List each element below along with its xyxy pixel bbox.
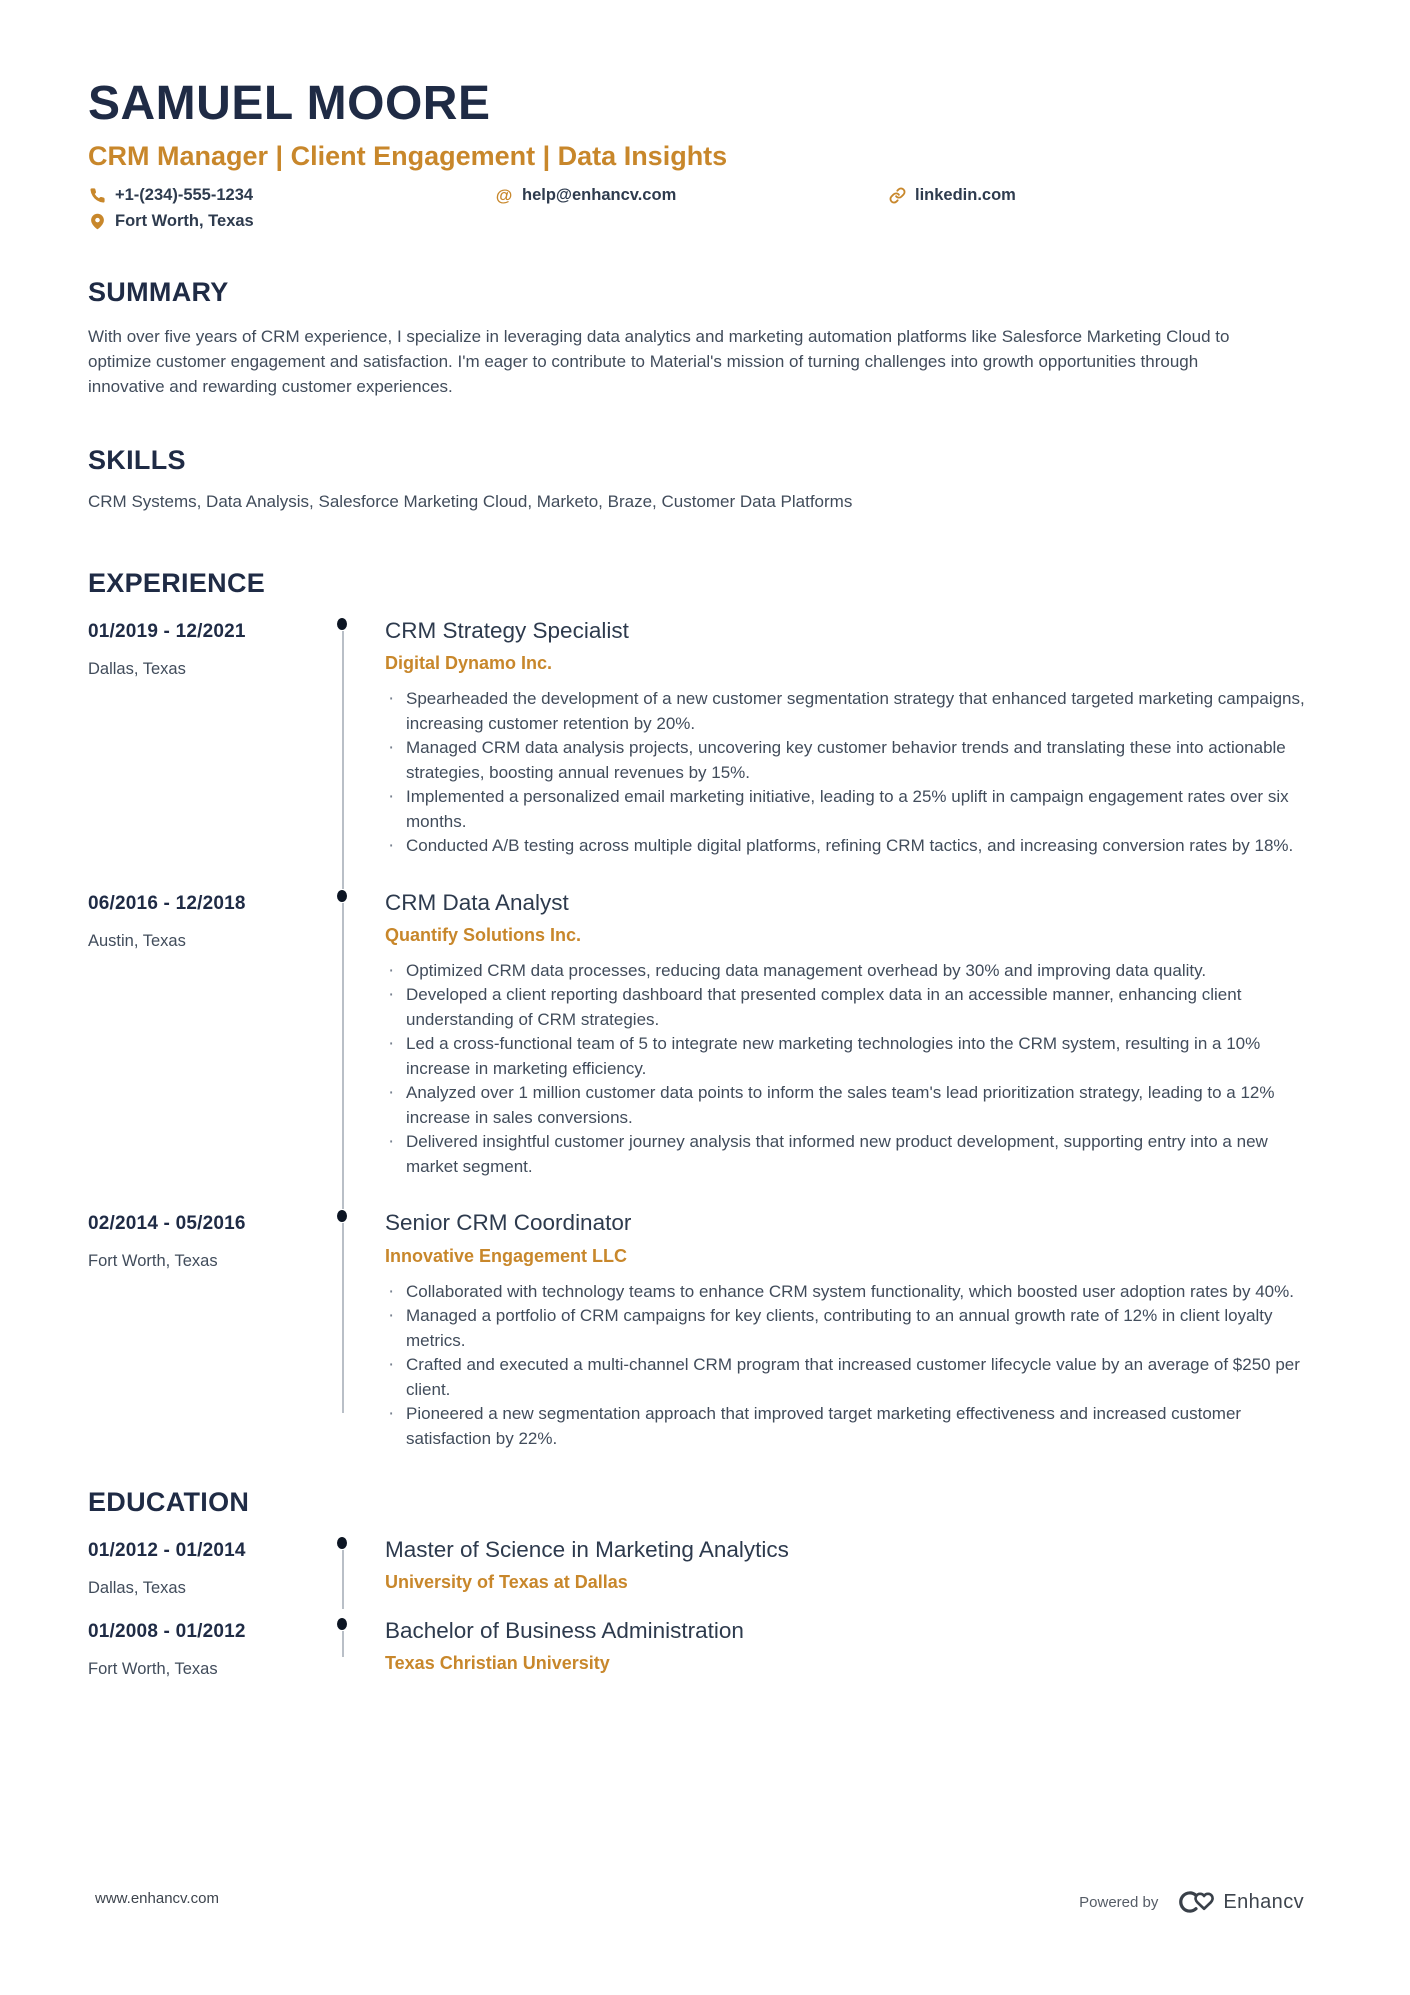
enhancv-logo-text: Enhancv: [1223, 1890, 1304, 1913]
entry-dates: 02/2014 - 05/2016: [88, 1213, 246, 1235]
email-text: help@enhancv.com: [522, 186, 677, 205]
timeline-dot: [337, 1537, 347, 1549]
phone-link[interactable]: [88, 186, 495, 205]
experience-entry: [88, 1209, 1328, 1451]
job-bullets: [385, 687, 1328, 859]
entry-location: Dallas, Texas: [88, 1579, 186, 1598]
resume-header: [88, 78, 1328, 231]
timeline-line: [342, 903, 344, 1210]
powered-by-label: Powered by: [1079, 1893, 1159, 1911]
timeline-line: [342, 1223, 344, 1413]
timeline-dot: [337, 890, 347, 902]
phone-icon: [88, 187, 106, 205]
timeline-line: [342, 1631, 344, 1657]
entry-meta: [88, 893, 328, 951]
bullet-item: · Analyzed over 1 million customer data points to inform the sales team's lead prioritization strategy, leading to a 12% increase in sales conversions.: [385, 1081, 1320, 1130]
entry-dates: 01/2019 - 12/2021: [88, 621, 246, 643]
person-name: SAMUEL MOORE: [88, 77, 491, 130]
bullet-item: · Crafted and executed a multi-channel CRM program that increased customer lifecycle value by an average of $250 per client.: [385, 1353, 1320, 1402]
link-icon: [888, 187, 906, 205]
summary-heading: SUMMARY: [88, 277, 229, 308]
entry-meta: [88, 621, 328, 679]
entry-meta: [88, 1213, 328, 1271]
education-entries: [88, 1536, 1328, 1679]
entry-location: Dallas, Texas: [88, 660, 186, 679]
entry-location: Fort Worth, Texas: [88, 1252, 218, 1271]
degree-title: Bachelor of Business Administration: [385, 1618, 744, 1644]
experience-heading: EXPERIENCE: [88, 568, 266, 599]
phone-text: +1-(234)-555-1234: [115, 186, 254, 205]
entry-location: Austin, Texas: [88, 931, 186, 950]
bullet-item: · Delivered insightful customer journey analysis that informed new product development, supporting entry into a new market segment.: [385, 1130, 1320, 1179]
experience-entry: [88, 617, 1328, 859]
map-pin-icon: [88, 213, 106, 231]
contact-row: [88, 186, 1328, 231]
powered-by: [1079, 1889, 1304, 1915]
entry-meta: [88, 1621, 328, 1679]
location-text: Fort Worth, Texas: [115, 212, 254, 231]
entry-dates: 01/2012 - 01/2014: [88, 1540, 246, 1562]
enhancv-logo: [1174, 1889, 1304, 1915]
bullet-item: · Managed a portfolio of CRM campaigns for key clients, contributing to an annual growth rate of 12% in client loyalty metrics.: [385, 1304, 1320, 1353]
company-name: Innovative Engagement LLC: [385, 1245, 628, 1266]
timeline-line: [342, 631, 344, 889]
timeline-dot: [337, 1618, 347, 1630]
skills-heading: SKILLS: [88, 445, 186, 476]
person-headline: CRM Manager | Client Engagement | Data Insights: [88, 140, 728, 171]
degree-title: Master of Science in Marketing Analytics: [385, 1537, 789, 1563]
school-name: University of Texas at Dallas: [385, 1572, 628, 1593]
bullet-item: · Implemented a personalized email marketing initiative, leading to a 25% uplift in campaign engagement rates over six months.: [385, 785, 1320, 834]
bullet-item: · Pioneered a new segmentation approach that improved target marketing effectiveness and increased customer satisfaction by 22%.: [385, 1402, 1320, 1451]
job-title: CRM Data Analyst: [385, 889, 569, 915]
entry-dates: 01/2008 - 01/2012: [88, 1621, 246, 1643]
bullet-item: · Conducted A/B testing across multiple digital platforms, refining CRM tactics, and increasing conversion rates by 18%.: [385, 834, 1320, 859]
timeline-dot: [337, 1210, 347, 1222]
timeline-dot: [337, 618, 347, 630]
linkedin-link[interactable]: [888, 186, 1328, 205]
bullet-item: · Managed CRM data analysis projects, uncovering key customer behavior trends and translating these into actionable strategies, boosting annual revenues by 15%.: [385, 736, 1320, 785]
summary-text: With over five years of CRM experience, I specialize in leveraging data analytics and marketing automation platforms like Salesforce Marketing Cloud to optimize customer engagement and satisfaction. I'm eager to contribute to Material's mission of turning challenges into growth opportunities through innovative and rewarding customer experiences.: [88, 327, 1230, 397]
linkedin-text: linkedin.com: [915, 186, 1016, 205]
bullet-item: · Led a cross-functional team of 5 to integrate new marketing technologies into the CRM system, resulting in a 10% increase in marketing efficiency.: [385, 1032, 1320, 1081]
entry-dates: 06/2016 - 12/2018: [88, 892, 246, 914]
footer-url[interactable]: www.enhancv.com: [95, 1890, 219, 1907]
education-entry: [88, 1617, 1328, 1679]
job-bullets: [385, 1280, 1328, 1452]
experience-entry: [88, 889, 1328, 1180]
job-bullets: [385, 959, 1328, 1180]
at-icon: @: [495, 185, 513, 205]
entry-location: Fort Worth, Texas: [88, 1660, 218, 1679]
timeline-line: [342, 1550, 344, 1609]
company-name: Digital Dynamo Inc.: [385, 653, 553, 674]
location-item: [88, 212, 1328, 231]
bullet-item: · Optimized CRM data processes, reducing data management overhead by 30% and improving data quality.: [385, 959, 1320, 984]
company-name: Quantify Solutions Inc.: [385, 924, 582, 945]
resume-content: [88, 78, 1328, 1698]
job-title: CRM Strategy Specialist: [385, 618, 629, 644]
bullet-item: · Collaborated with technology teams to enhance CRM system functionality, which boosted user adoption rates by 40%.: [385, 1280, 1320, 1305]
bullet-item: · Spearheaded the development of a new customer segmentation strategy that enhanced targeted marketing campaigns, increasing customer retention by 20%.: [385, 687, 1320, 736]
school-name: Texas Christian University: [385, 1653, 610, 1674]
experience-entries: [88, 617, 1328, 1451]
education-heading: EDUCATION: [88, 1487, 250, 1518]
job-title: Senior CRM Coordinator: [385, 1210, 632, 1236]
entry-meta: [88, 1540, 328, 1598]
education-entry: [88, 1536, 1328, 1598]
email-link[interactable]: [495, 186, 888, 205]
bullet-item: · Developed a client reporting dashboard that presented complex data in an accessible manner, enhancing client understanding of CRM strategies.: [385, 983, 1320, 1032]
enhancv-logo-icon: [1174, 1889, 1216, 1915]
skills-list: CRM Systems, Data Analysis, Salesforce Marketing Cloud, Marketo, Braze, Customer Data Platforms: [88, 492, 853, 512]
